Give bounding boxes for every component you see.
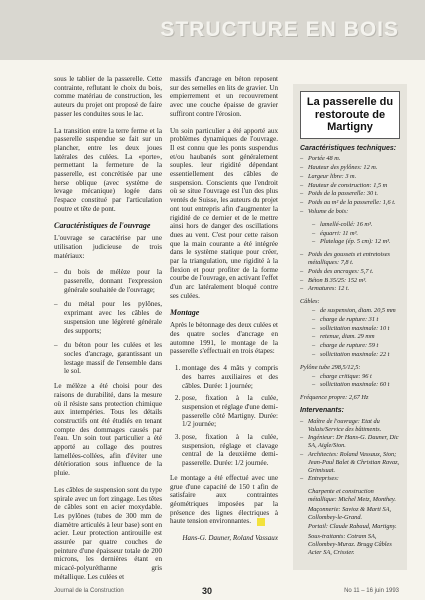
list-item: – sollicitation maximale: 60 t [312,381,400,389]
list-item: – Poids au m² de la passerelle: 1,6 t. [300,199,400,207]
wood-list [300,221,400,246]
paragraph-text: Le montage a été effectué avec une grue d'une capacité de 150 t afin de satisfaire aux contraintes géométriques imposées par la présence des lignes électriques à haute tension environnantes. [170,473,278,526]
list-item: – Architectes: Roland Vassaux, Sion; Jean-Paul Balet & Christian Ravaz, Grimisuat. [300,451,400,474]
materials-list [54,268,162,376]
paragraph: Les câbles de suspension sont du type spirale avec un fort zingage. Les têtes de câbles sont en acier moxydable. Les pylônes (tubes de 300 mm de diamètre articulés à leur base) sont en acier. Leur protection antirouille est assurée par quatre couches de peinture d'une épaisseur totale de 200 microns, les dernières étant en micacé-polyuréthanne gris métallique. Les culées et [54,485,162,581]
article-column-2 [170,75,278,551]
list-item: – charge critique: 96 t [312,373,400,381]
tech-list [300,155,400,216]
list-item: – Volume de bois: [300,208,400,216]
paragraph: Le mélèze a été choisi pour des raisons de durabilité, dans la mesure où il résiste sans protection chimique aux intempéries. Tous les détails constructifs ont été étudiés en tenant compte des dommages causés par l'eau. Un soin tout particulier a été apporté au collage des poutres lamellées-collées, afin d'éviter une détérioration sous influence de la pluie. [54,382,162,478]
list-item: – sollicitation maximale: 22 t [312,351,400,359]
list-item: – charge de rupture: 31 t [312,316,400,324]
list-item: 1. montage des 4 mâts y compris des barres auxiliaires et des câbles. Durée: 1 journée; [182,364,278,390]
paragraph: L'ouvrage se caractérise par une utilisation judicieuse de trois matériaux: [54,234,162,260]
list-item: – Poids des goussets et entretoises métalliques: 7,8 t. [300,251,400,267]
page-number: 30 [202,586,213,596]
sidebar-body [293,139,407,557]
paragraph: massifs d'ancrage en béton reposent sur des semelles en lits de gravier. Un empierrement et un recouvrement avec une couche épaisse de gravier suffiront contre l'érosion. [170,75,278,118]
article-column-1 [54,75,162,590]
list-item: – Poids des ancrages: 5,7 t. [300,268,400,276]
header-banner [0,0,425,60]
intervenants-list [300,418,400,483]
list-item: – Portée 48 m. [300,155,400,163]
assembly-steps [170,364,278,468]
sidebar-title: La passerelle du restoroute de Martigny [306,96,394,133]
list-item: 3. pose, fixation à la culée, suspension, réglage et clavage central de la deuxième demi-passerelle. Durée: 1/2 journée. [182,433,278,468]
company-item: Maçonnerie: Savioz & Marti SA, Collombey-le-Grand. [308,505,392,521]
company-item: Charpente et construction métallique: Michel Metz, Monthey. [308,488,396,503]
page-footer [0,586,425,600]
list-item: – du bois de mélèze pour la passerelle, donnant l'expression générale souhaitée de l'ouvrage; [54,268,162,294]
end-marker-icon [257,518,265,526]
list-item: – Largeur libre: 3 m. [300,173,400,181]
paragraph [170,474,278,526]
list-item: – lamellé-collé: 16 m³. [312,221,400,229]
issue-info: No 11 – 16 juin 1993 [344,588,399,594]
company-item: Portail: Claude Rabaud, Martigny. [308,523,397,531]
paragraph: Après le bétonnage des deux culées et des quatre socles d'ancrage en automne 1991, le montage de la passerelle s'effectuait en trois étapes: [170,321,278,356]
list-item: – de suspension, diam. 20,5 mm [312,307,400,315]
paragraph: La transition entre la terre ferme et la passerelle suspendue se fait sur un plancher, entre les deux joues latérales des culées. La «porte», permettant la fermeture de la passerelle, est concrétisée par une herse oblique (avec système de levage mécanique) logée dans l'espace constitué par l'articulation poutre et tête de pont. [54,126,162,213]
subheading-montage: Montage [170,307,200,317]
publication-name: Journal de la Construction [54,588,124,594]
subheading-characteristics: Caractéristiques de l'ouvrage [54,220,151,230]
list-item: – charge de rupture: 59 t [312,342,400,350]
section-title: STRUCTURE EN BOIS [160,18,399,41]
paragraph: Un soin particulier a été apporté aux problèmes dynamiques de l'ouvrage. Il est connu que les ponts suspendus et/ou haubanés sont généralement souples. leur rigidité dépendant essentiellement des câbles de suspension. Conscients que l'endroit où se situe l'ouvrage est l'un des plus ventés de Suisse, les auteurs du projet ont tout entrepris afin d'augmenter la rigidité de ce dernier et de le mettre ainsi hors de danger des oscillations dues au vent. C'est pour cette raison que la main courante a été intégrée dans le système statique pour créer, par la triangulation, une rigidité à la flexion et pour profiter de la forme courbe de l'ouvrage, en activant l'effet d'un arc latéralement bloqué contre ses culées. [170,126,278,300]
info-sidebar [293,84,407,570]
author-signature: Hans-G. Dauner, Roland Vassaux [182,534,278,543]
list-item: – Poids de la passerelle: 30 t. [300,190,400,198]
list-item: – retenue, diam. 29 mm [312,333,400,341]
pylon-list [300,373,400,390]
list-item: – Platelage (ép. 5 cm): 12 m³. [312,238,400,246]
list-item: – du métal pour les pylônes, exprimant avec les câbles de suspension une légèreté générale des supports; [54,300,162,335]
list-item: – du béton pour les culées et les socles d'ancrage, garantissant un lestage massif de l'ensemble dans le sol. [54,341,162,376]
list-item: – Maître de l'ouvrage: Etat du Valais/Service des bâtiments. [300,418,400,434]
list-item: – Béton B 35/25: 152 m³. [300,277,400,285]
paragraph: sous le tablier de la passerelle. Cette contrainte, reflutant le choix du bois, comme matériau de construction, les auteurs du projet ont proposé de faire passer les conduites sous le lac. [54,75,162,118]
list-item: – Ingénieur: Dr Hans-G. Dauner, Dic SA, Aigle/Sion. [300,434,400,450]
intervenants-heading: Intervenants: [300,407,344,415]
frequency-label: Fréquence propre: 2,67 Hz [300,394,369,402]
tech-list-2 [300,251,400,293]
list-item: – équarri: 11 m³. [312,230,400,238]
list-item: – Entreprises: [300,475,400,483]
list-item: – sollicitation maximale: 10 t [312,325,400,333]
cables-list [300,307,400,359]
tech-heading: Caractéristiques techniques: [300,144,397,152]
cables-label: Câbles: [300,298,320,306]
list-item: 2. pose, fixation à la culée, suspension et réglage d'une demi-passerelle côté Martigny. Durée: 1/2 journée; [182,394,278,429]
pylon-label: Pylône tube 298,5/12,5: [300,363,361,371]
list-item: – Hauteur des pylônes: 12 m. [300,164,400,172]
list-item: – Armatures: 12 t. [300,285,400,293]
company-item: Sous-traitants: Cotram SA, Collombey-Muraz. Brugg Câbles Acier SA, Crissier. [308,533,392,556]
sidebar-header [300,91,400,139]
list-item: – Hauteur de construction: 1,5 m [300,182,400,190]
